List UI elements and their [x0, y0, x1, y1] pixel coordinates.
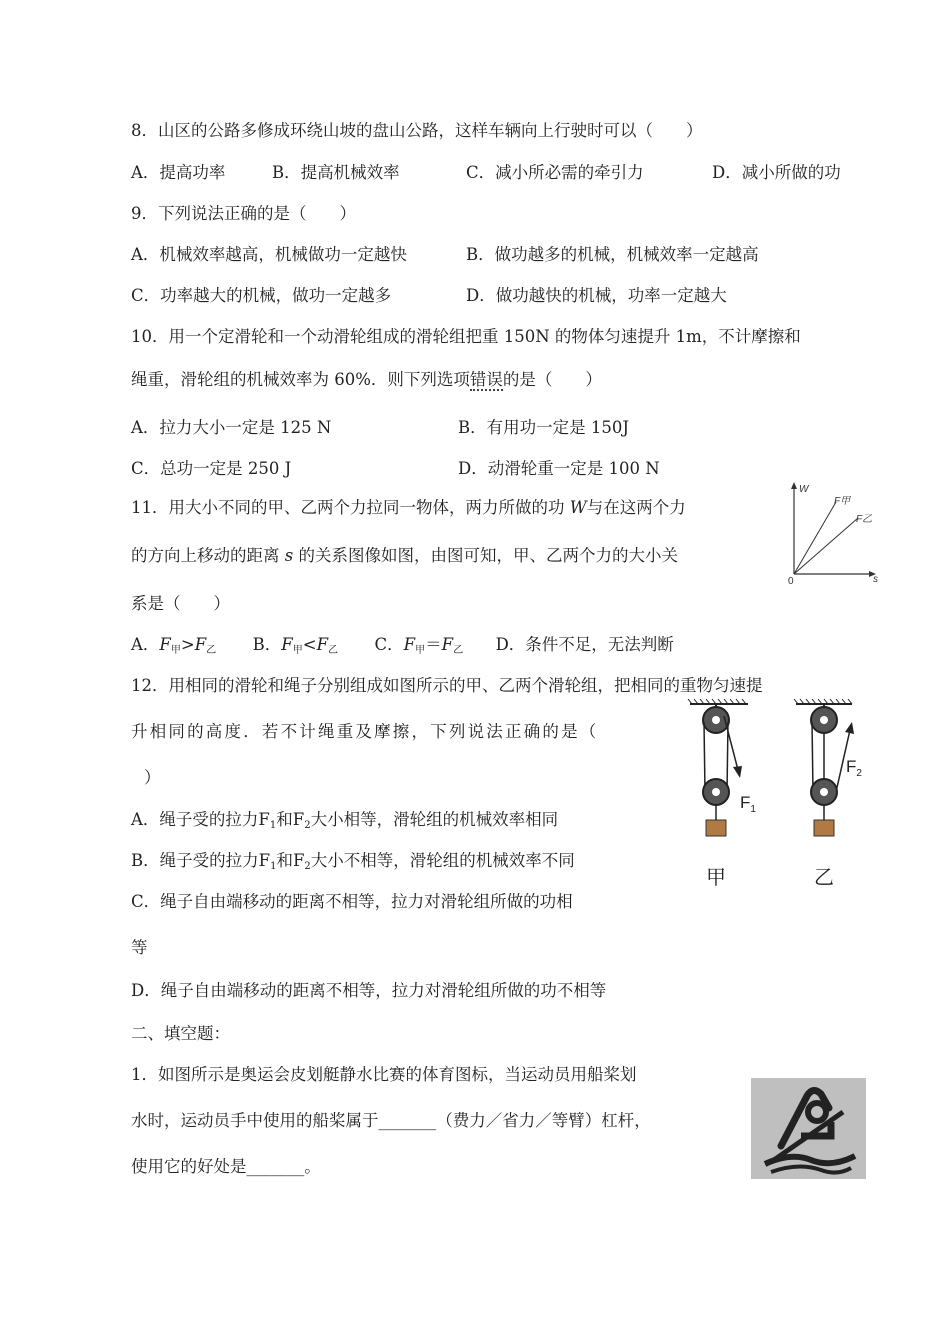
q10-stem-line2 — [131, 370, 602, 390]
q10-stem-line2-pre: 绳重，滑轮组的机械效率为 60%．则下列选项 — [131, 370, 470, 389]
q10-option-d: D．动滑轮重一定是 100 N — [458, 459, 660, 478]
line-f-yi — [794, 518, 858, 574]
q10-option-c: C．总功一定是 250 J — [131, 459, 292, 478]
q12-option-b: B．绳子受的拉力$F_1$和$F_2$大小不相等，滑轮组的机械效率不同 — [131, 851, 575, 872]
graph-origin: 0 — [788, 576, 794, 586]
q11-line2-post: 的关系图像如图，由图可知，甲、乙两个力的大小关 — [293, 546, 678, 565]
q11-option-a: A．F甲>F乙 — [131, 635, 217, 656]
rope-yi-left — [812, 722, 813, 792]
q8-option-c: C．减小所必需的牵引力 — [466, 163, 644, 182]
q12-stem-line1: 12．用相同的滑轮和绳子分别组成如图所示的甲、乙两个滑轮组，把相同的重物匀速提 — [131, 676, 763, 695]
q12-stem-line2: 升相同的高度．若不计绳重及摩擦，下列说法正确的是（ — [131, 722, 599, 741]
q9-option-b: B．做功越多的机械，机械效率一定越高 — [466, 245, 759, 264]
q12-option-d: D．绳子自由端移动的距离不相等，拉力对滑轮组所做的功不相等 — [131, 981, 607, 1000]
q10-option-a: A．拉力大小一定是 125 N — [131, 418, 332, 437]
graph-x-label: s — [873, 574, 878, 585]
fill1-line2: 水时，运动员手中使用的船桨属于_______（费力／省力／等臂）杠杆， — [131, 1111, 651, 1130]
w-s-graph — [782, 478, 884, 586]
arrow-f2 — [845, 722, 854, 734]
q9-option-d: D．做功越快的机械，功率一定越大 — [466, 286, 727, 305]
q11-option-d: D．条件不足，无法判断 — [495, 635, 674, 654]
q10-stem-line2-post: 的是（ ） — [502, 370, 602, 389]
q11-option-c: C．F甲＝F乙 — [374, 635, 464, 656]
pulley-figure — [684, 698, 868, 894]
section2-title: 二、填空题： — [131, 1024, 230, 1043]
weight-jia — [706, 820, 726, 836]
arrow-f1 — [733, 766, 742, 778]
q11-line2-pre: 的方向上移动的距离 — [131, 546, 285, 565]
q9-stem: 9．下列说法正确的是（ ） — [131, 204, 356, 223]
label-f1: $F_1$ — [740, 793, 756, 815]
q11-option-b: B．F甲<F乙 — [252, 635, 339, 656]
y-axis-arrow — [791, 482, 797, 489]
label-f2: $F_2$ — [846, 757, 862, 779]
q9-option-a: A．机械效率越高，机械做功一定越快 — [131, 245, 407, 264]
q9-option-c: C．功率越大的机械，做功一定越多 — [131, 286, 392, 305]
q8-option-d: D．减小所做的功 — [712, 163, 841, 182]
graph-y-label: W — [799, 484, 809, 495]
q12-stem-line3: ） — [144, 768, 161, 787]
canoe-pictogram — [751, 1078, 866, 1179]
q10-option-b: B．有用功一定是 150J — [458, 418, 629, 437]
fill1-line3: 使用它的好处是_______。 — [131, 1157, 321, 1176]
label-yi: 乙 — [814, 867, 834, 889]
graph-line-yi-label: F乙 — [856, 514, 873, 525]
q11-stem-line1 — [131, 498, 686, 518]
q12-option-c-line2: 等 — [131, 938, 148, 957]
q12-option-c-line1: C．绳子自由端移动的距离不相等，拉力对滑轮组所做的功相 — [131, 892, 573, 911]
ceiling-yi — [794, 699, 852, 704]
q8-stem: 8．山区的公路多修成环绕山坡的盘山公路，这样车辆向上行驶时可以（ ） — [131, 121, 703, 140]
q11-var-w: W — [569, 498, 587, 517]
q11-stem-line2 — [131, 546, 678, 566]
label-jia: 甲 — [706, 867, 726, 889]
q10-stem-line1: 10．用一个定滑轮和一个动滑轮组成的滑轮组把重 150N 的物体匀速提升 1m，不计摩擦和 — [131, 327, 801, 346]
q12-option-a: A．绳子受的拉力$F_1$和$F_2$大小相等，滑轮组的机械效率相同 — [131, 810, 559, 831]
q11-line1-post: 与在这两个力 — [586, 498, 686, 517]
q11-line1-pre: 11．用大小不同的甲、乙两个力拉同一物体，两力所做的功 — [131, 498, 570, 517]
fill1-line1: 1．如图所示是奥运会皮划艇静水比赛的体育图标，当运动员用船桨划 — [131, 1065, 637, 1084]
q8-option-b: B．提高机械效率 — [272, 163, 400, 182]
q11-options — [131, 635, 674, 658]
q11-stem-line3: 系是（ ） — [131, 594, 230, 613]
weight-yi — [814, 820, 834, 836]
line-f-jia — [794, 502, 836, 574]
graph-line-jia-label: F甲 — [834, 496, 851, 507]
q8-option-a: A．提高功率 — [131, 163, 226, 182]
q10-emphasis-word: 错误 — [469, 370, 503, 389]
q11-var-s: s — [284, 546, 294, 565]
rope-jia-left — [704, 722, 705, 792]
rope-jia-free — [724, 716, 738, 770]
ceiling-jia — [688, 699, 748, 704]
